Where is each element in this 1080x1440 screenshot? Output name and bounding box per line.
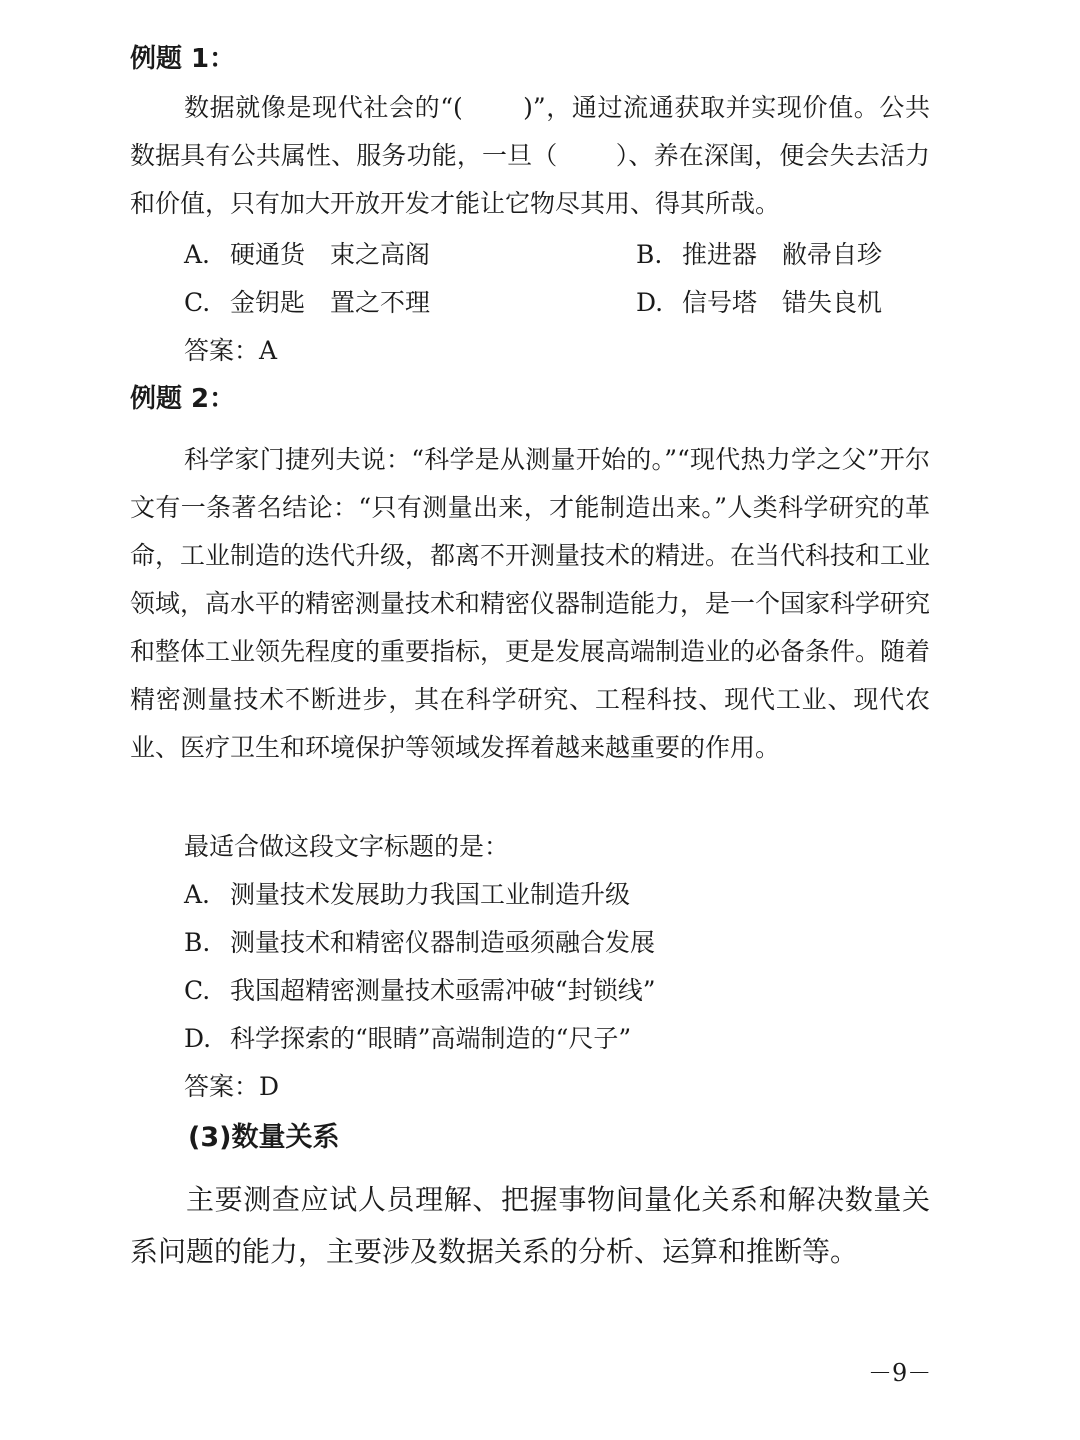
- section3-heading: (3)数量关系: [188, 1122, 340, 1153]
- example2-answer: 答案：D: [184, 1072, 280, 1101]
- example2-option-d: [184, 1022, 631, 1056]
- option-text: 科学探索的“眼睛”高端制造的“尺子”: [230, 1024, 632, 1053]
- option-text: 测量技术和精密仪器制造亟须融合发展: [230, 928, 656, 957]
- option-letter: C.: [184, 288, 211, 317]
- option-text: 测量技术发展助力我国工业制造升级: [230, 880, 631, 909]
- example1-option-c: [184, 286, 430, 320]
- example1-paragraph: 数据就像是现代社会的“( )”，通过流通获取并实现价值。公共数据具有公共属性、服务功能，一旦（ ）、养在深闺，便会失去活力和价值，只有加大开放开发才能让它物尽其用、得其所哉。: [130, 93, 930, 218]
- option-letter: B.: [184, 928, 211, 957]
- option-letter: D.: [184, 1024, 212, 1053]
- option-letter: B.: [636, 240, 663, 269]
- page-number: －9－: [868, 1359, 932, 1387]
- option-letter: A.: [184, 880, 211, 909]
- example2-heading: 例题 2：: [130, 384, 236, 414]
- option-text: 金钥匙 置之不理: [230, 288, 431, 317]
- example1-option-d: [636, 286, 882, 320]
- option-text: 我国超精密测量技术亟需冲破“封锁线”: [230, 976, 656, 1005]
- example1-heading: 例题 1：: [130, 44, 236, 74]
- example2-paragraph: 科学家门捷列夫说：“科学是从测量开始的。”“现代热力学之父”开尔文有一条著名结论：“只有测量出来，才能制造出来。”人类科学研究的革命，工业制造的迭代升级，都离不开测量技术的精进。在当代科技和工业领域，高水平的精密测量技术和精密仪器制造能力，是一个国家科学研究和整体工业领先程度的重要指标，更是发展高端制造业的必备条件。随着精密测量技术不断进步，其在科学研究、工程科技、现代工业、现代农业、医疗卫生和环境保护等领域发挥着越来越重要的作用。: [130, 445, 931, 762]
- example1-option-a: [184, 238, 430, 272]
- option-letter: A.: [184, 240, 211, 269]
- option-text: 硬通货 束之高阁: [230, 240, 431, 269]
- option-letter: C.: [184, 976, 211, 1005]
- example1-option-b: [636, 238, 882, 272]
- example2-option-a: [184, 878, 630, 912]
- option-text: 推进器 敝帚自珍: [682, 240, 883, 269]
- example1-answer: 答案：A: [184, 336, 278, 365]
- section3-paragraph: 主要测查应试人员理解、把握事物间量化关系和解决数量关系问题的能力，主要涉及数据关系的分析、运算和推断等。: [130, 1183, 930, 1268]
- example2-option-c: [184, 974, 656, 1008]
- option-text: 信号塔 错失良机: [682, 288, 883, 317]
- example2-question: 最适合做这段文字标题的是：: [184, 832, 510, 861]
- example2-option-b: [184, 926, 655, 960]
- option-letter: D.: [636, 288, 664, 317]
